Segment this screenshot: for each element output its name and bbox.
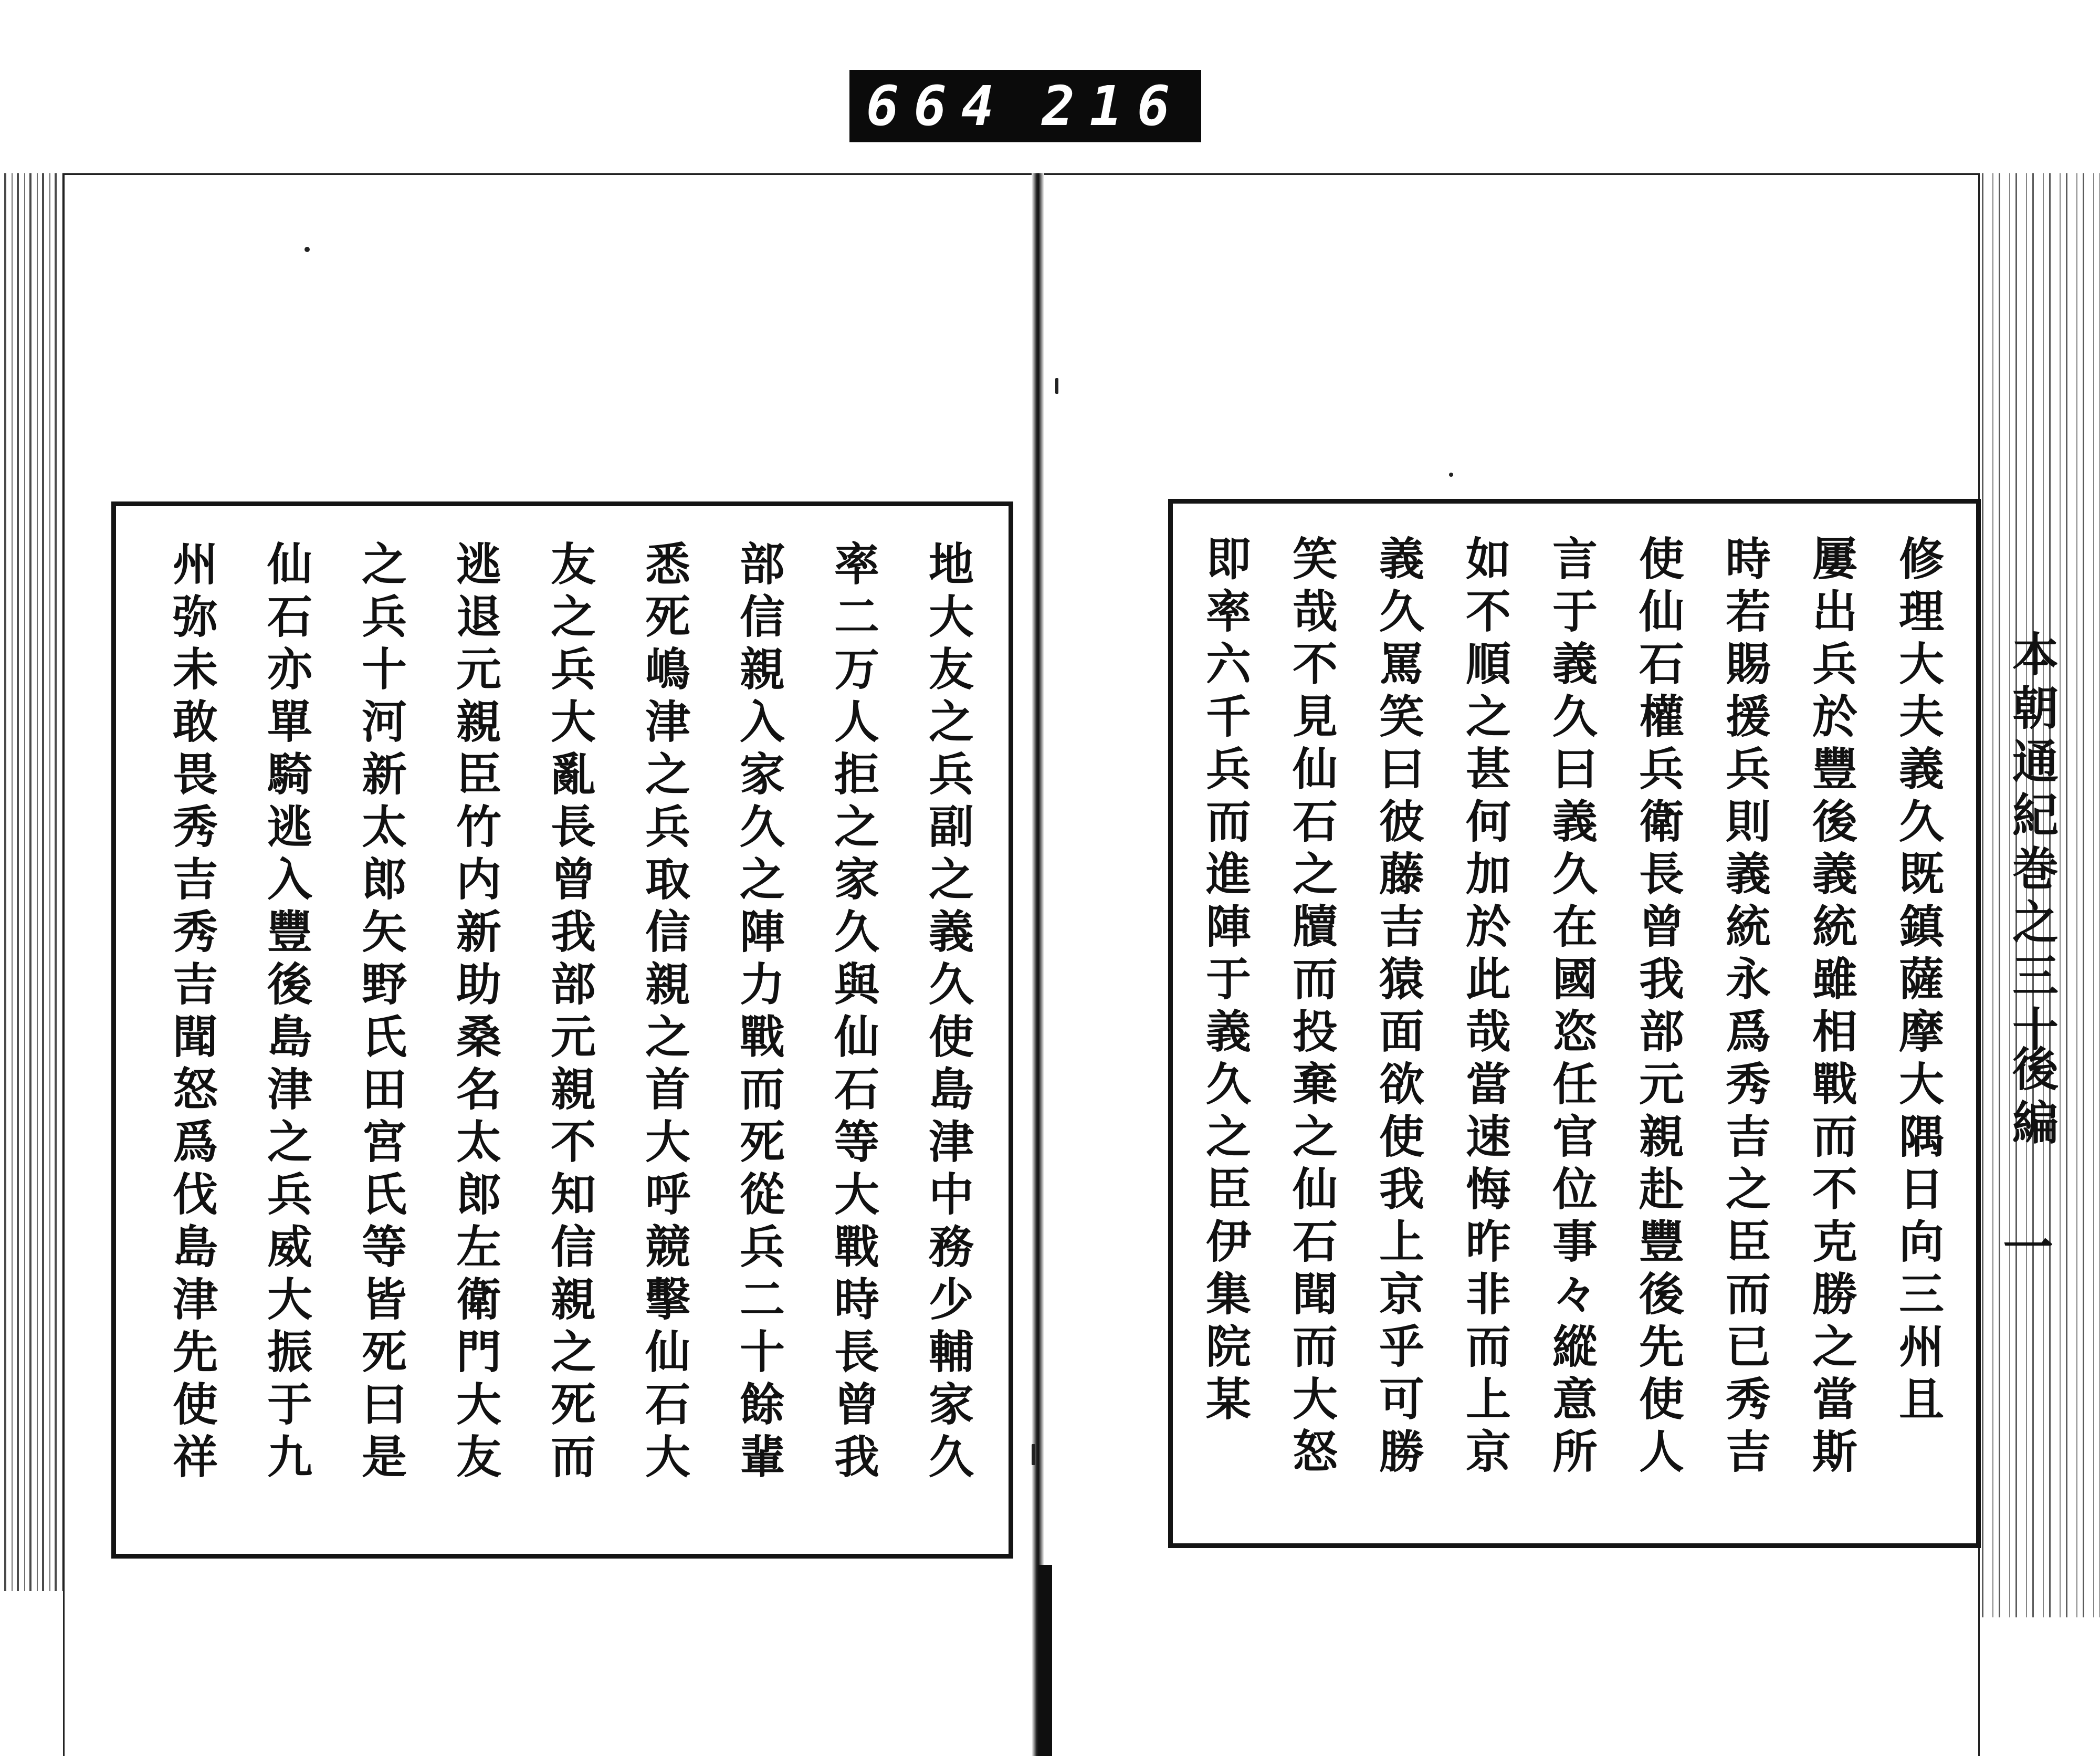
scan-speck (1032, 1444, 1035, 1465)
text-column: 笑哉不見仙石之牘而投棄之仙石聞而大怒 (1285, 535, 1338, 1480)
scan-speck (304, 247, 310, 252)
gutter-shadow (1038, 1565, 1052, 1756)
text-column: 州弥未敢畏秀吉秀吉聞怒爲伐島津先使祥 (165, 540, 218, 1486)
text-column: 悉死嶋津之兵取信親之首大呼競擊仙石大 (637, 540, 690, 1486)
book-title-margin (1999, 630, 2065, 1059)
book-subtitle: 後編 (2005, 1045, 2060, 1152)
text-column: 修理大夫義久既鎮薩摩大隅日向三州且 (1891, 535, 1944, 1428)
film-frame-label (849, 70, 1201, 142)
book-subtitle-margin (1999, 1045, 2065, 1152)
right-text-frame (1168, 499, 1981, 1548)
text-column: 之兵十河新太郎矢野氏田宮氏等皆死曰是 (354, 540, 407, 1486)
scan-speck (1055, 378, 1058, 394)
text-column: 仙石亦單騎逃入豐後島津之兵威大振于九 (259, 540, 312, 1486)
book-title: 本朝通紀巻之三十 (2005, 630, 2060, 1059)
text-column: 率二万人拒之家久與仙石等大戰時長曾我 (826, 540, 879, 1486)
text-column: 言于義久曰義久在國恣任官位事々縱意所 (1545, 535, 1598, 1480)
text-column: 使仙石權兵衛長曾我部元親赴豐後先使人 (1631, 535, 1684, 1480)
text-column: 即率六千兵而進陣于義久之臣伊集院某 (1198, 535, 1251, 1428)
text-column: 義久罵笑曰彼藤吉猿面欲使我上京乎可勝 (1371, 535, 1424, 1480)
text-column: 如不順之甚何加於此哉當速悔昨非而上京 (1458, 535, 1511, 1480)
text-column: 地大友之兵副之義久使島津中務少輔家久 (921, 540, 974, 1486)
text-column: 屢出兵於豐後義統雖相戰而不克勝之當斯 (1804, 535, 1857, 1480)
page-mark: 一 (2003, 1218, 2053, 1277)
text-column: 逃退元親臣竹内新助桑名太郎左衛門大友 (448, 540, 501, 1486)
text-column: 時若賜援兵則義統永爲秀吉之臣而已秀吉 (1718, 535, 1771, 1480)
text-column: 友之兵大亂長曾我部元親不知信親之死而 (543, 540, 596, 1486)
left-text-frame (111, 501, 1013, 1559)
film-reel-number: 664 (866, 74, 1009, 138)
text-column: 部信親入家久之陣力戰而死從兵二十餘輩 (732, 540, 785, 1486)
film-frame-number: 216 (1042, 74, 1185, 138)
scan-speck (1449, 473, 1453, 477)
book-gutter (1032, 173, 1044, 1756)
